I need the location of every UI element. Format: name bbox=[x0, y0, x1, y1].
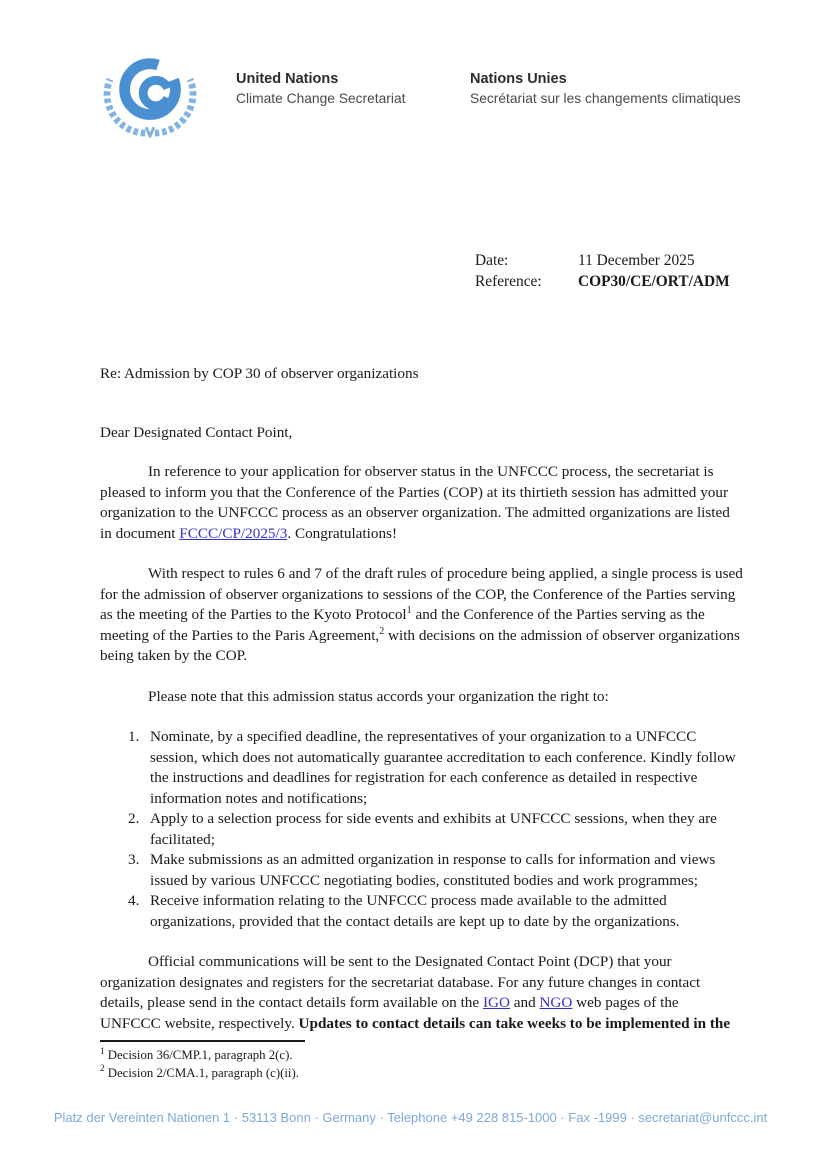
paragraph-rights-intro: Please note that this admission status accords your organization the right to: bbox=[148, 687, 609, 705]
list-item-text: Receive information relating to the UNFCCC process made available to the admitted organizations, provided that the contact details are kept up to date by the organizations. bbox=[150, 892, 680, 930]
footnote-separator bbox=[100, 1040, 305, 1042]
ngo-link[interactable]: NGO bbox=[539, 994, 573, 1011]
paragraph-rules bbox=[100, 564, 743, 667]
paragraph-communications bbox=[100, 952, 743, 1034]
list-number: 4. bbox=[128, 892, 140, 909]
unfccc-logo bbox=[99, 50, 203, 138]
list-item-text: Make submissions as an admitted organization in response to calls for information and views issued by various UNFCCC negotiating bodies, constituted bodies and work programmes; bbox=[150, 851, 716, 889]
igo-link[interactable]: IGO bbox=[482, 994, 510, 1011]
footnote-2 bbox=[100, 1065, 743, 1083]
un-title-fr: Nations Unies bbox=[470, 71, 567, 87]
footnote-2-marker: 2 bbox=[100, 1064, 105, 1075]
list-number: 1. bbox=[128, 728, 140, 745]
list-item-submissions bbox=[100, 850, 743, 891]
paragraph-admission-text: In reference to your application for observer status in the UNFCCC process, the secretariat is pleased to inform you that the Conference of the Parties (COP) at its thirtieth session has admitted your organization to the UNFCCC process as an observer organization. The admitted organizations are listed in document bbox=[100, 463, 730, 542]
footnote-ref-1: 1 bbox=[406, 604, 412, 616]
list-item-text: Nominate, by a specified deadline, the representatives of your organization to a UNFCCC session, which does not automatically guarantee accreditation to each conference. Kindly follow the instructions and deadlines for registration for each conference as detailed in respective information notes and notifications; bbox=[150, 728, 736, 807]
list-item-nominate bbox=[100, 727, 743, 809]
un-subtitle-en: Climate Change Secretariat bbox=[236, 91, 406, 106]
document-link[interactable]: FCCC/CP/2025/3 bbox=[179, 524, 288, 542]
footnote-1-marker: 1 bbox=[100, 1046, 105, 1057]
letterhead-english bbox=[236, 70, 405, 108]
paragraph-rules-text-2: and the Conference of the Parties serving as the meeting of the Parties to the Paris Agreement, bbox=[100, 606, 705, 644]
date-reference-block bbox=[475, 251, 730, 292]
footer-address: Platz der Vereinten Nationen 1 · 53113 Bonn · Germany · Telephone +49 228 815-1000 · Fax -1999 · secretariat@unfccc.int bbox=[53, 1110, 768, 1125]
paragraph-admission bbox=[100, 462, 743, 544]
letterhead-french bbox=[470, 70, 741, 108]
date-label: Date: bbox=[475, 252, 509, 269]
list-item-information bbox=[100, 891, 743, 932]
rights-list bbox=[100, 727, 743, 932]
paragraph-communications-text-2: and bbox=[509, 994, 540, 1011]
footnote-ref-2: 2 bbox=[379, 625, 385, 637]
letterhead bbox=[0, 0, 821, 140]
page-footer bbox=[0, 1110, 821, 1125]
list-item-text: Apply to a selection process for side events and exhibits at UNFCCC sessions, when they are facilitated; bbox=[150, 810, 717, 848]
date-row bbox=[475, 251, 730, 272]
reference-value: COP30/CE/ORT/ADM bbox=[578, 272, 730, 290]
footnote-1 bbox=[100, 1047, 743, 1065]
un-subtitle-fr: Secrétariat sur les changements climatiques bbox=[470, 91, 741, 106]
paragraph-rules-text-1: With respect to rules 6 and 7 of the draft rules of procedure being applied, a single process is used for the admission of observer organizations to sessions of the COP, the Conference of the Parties serving as the meeting of the Parties to the Kyoto Protocol bbox=[100, 565, 743, 623]
list-number: 3. bbox=[128, 851, 140, 868]
reference-row bbox=[475, 272, 730, 293]
footnote-1-text: Decision 36/CMP.1, paragraph 2(c). bbox=[107, 1048, 293, 1062]
paragraph-rules-text-3: with decisions on the admission of observer organizations being taken by the COP. bbox=[100, 626, 740, 664]
paragraph-admission-tail: . Congratulations! bbox=[287, 524, 398, 542]
date-value: 11 December 2025 bbox=[578, 252, 695, 269]
footnote-2-text: Decision 2/CMA.1, paragraph (c)(ii). bbox=[107, 1065, 299, 1080]
un-title-en: United Nations bbox=[236, 71, 339, 87]
salutation: Dear Designated Contact Point, bbox=[100, 423, 293, 441]
list-item-side-events bbox=[100, 809, 743, 850]
paragraph-communications-bold: Updates to contact details can take weeks to be implemented in the bbox=[298, 1014, 731, 1032]
paragraph-communications-text-3: web pages of the UNFCCC website, respectively. bbox=[100, 994, 679, 1032]
letter-body bbox=[100, 364, 743, 1054]
paragraph-communications-text-1: Official communications will be sent to the Designated Contact Point (DCP) that your organization designates and registers for the secretariat database. For any future changes in contact details, please send in the contact details form available on the bbox=[100, 953, 701, 1011]
inner-c-icon bbox=[143, 80, 168, 105]
list-number: 2. bbox=[128, 810, 140, 827]
footnotes bbox=[100, 1040, 743, 1082]
reference-label: Reference: bbox=[475, 272, 542, 290]
subject-line: Re: Admission by COP 30 of observer organizations bbox=[100, 365, 419, 382]
